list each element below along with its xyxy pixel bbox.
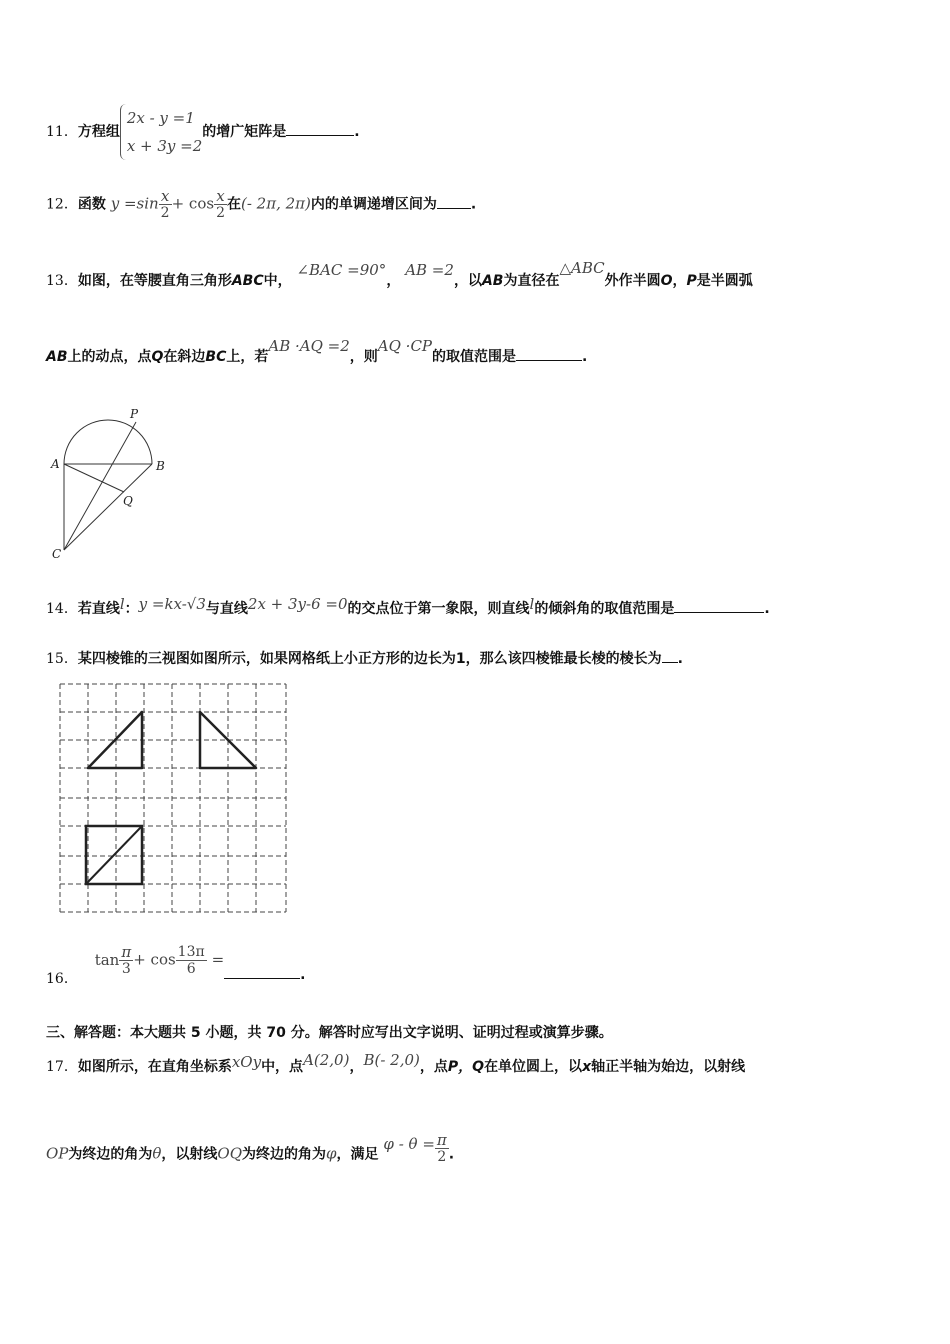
equation-system: 2x - y =1 x + 3y =2 — [120, 104, 202, 160]
label-b: B — [156, 459, 165, 473]
semicircle-arc — [64, 420, 152, 464]
semicircle-triangle-figure — [40, 400, 180, 570]
label-p: P — [130, 407, 139, 421]
question-17-line-1: 17．如图所示，在直角坐标系xOy中，点A(2,0)，B(- 2,0)，点P，Q在单位圆上，以x轴正半轴为始边，以射线 — [46, 1051, 746, 1075]
answer-blank — [516, 348, 582, 361]
label-c: C — [52, 547, 62, 561]
top-view-diagonal — [86, 826, 142, 884]
section-heading: 三、解答题：本大题共 5 小题，共 70 分。解答时应写出文字说明、证明过程或演算步骤。 — [46, 1025, 613, 1041]
question-15: 15．某四棱锥的三视图如图所示，如果网格纸上小正方形的边长为1，那么该四棱锥最长棱的棱长为 . — [46, 651, 683, 667]
segment-cp — [64, 422, 136, 550]
question-13-line-1: 13．如图，在等腰直角三角形ABC中， ∠BAC =90°， AB =2，以AB为直径在△ABC外作半圆O，P是半圆弧 — [46, 259, 753, 289]
question-number: 11． — [46, 124, 78, 140]
dashed-grid — [60, 684, 286, 912]
question-number: 12． — [46, 196, 78, 213]
label-a: A — [51, 457, 60, 471]
question-16: 16． tan $\frac{\pi}{3}$ + cos $\frac{13\pi}{6}$ =. — [46, 943, 306, 987]
label-q: Q — [123, 494, 133, 508]
question-12: 12．函数 y =sin $\frac{x}{2}$ + cos $\frac{x}{2}$ 在(- 2π, 2π)内的单调递增区间为 . — [46, 187, 477, 221]
answer-blank — [662, 650, 678, 663]
three-view-grid-figure — [58, 682, 290, 916]
question-number: 16． — [46, 970, 78, 987]
question-number: 14． — [46, 601, 78, 617]
answer-blank — [224, 966, 300, 979]
segment-bc — [64, 464, 152, 550]
question-11: 11．方程组 2x - y =1 x + 3y =2 的增广矩阵是 . — [46, 104, 360, 160]
question-17-line-2: OP为终边的角为θ，以射线OQ为终边的角为φ，满足 φ - θ = $\frac{\pi}{2}$ . — [46, 1131, 455, 1165]
answer-blank — [286, 123, 354, 136]
answer-blank — [437, 196, 471, 209]
question-13-line-2: AB上的动点，点Q在斜边BC上，若AB ·AQ =2，则AQ ·CP的取值范围是 . — [46, 337, 588, 365]
segment-aq — [64, 464, 124, 492]
answer-blank — [674, 600, 764, 613]
question-number: 13． — [46, 273, 78, 289]
question-14: 14．若直线l：y =kx-√3与直线2x + 3y-6 =0的交点位于第一象限，则直线l的倾斜角的取值范围是 . — [46, 595, 770, 617]
question-number: 15． — [46, 651, 78, 667]
question-number: 17． — [46, 1059, 78, 1075]
